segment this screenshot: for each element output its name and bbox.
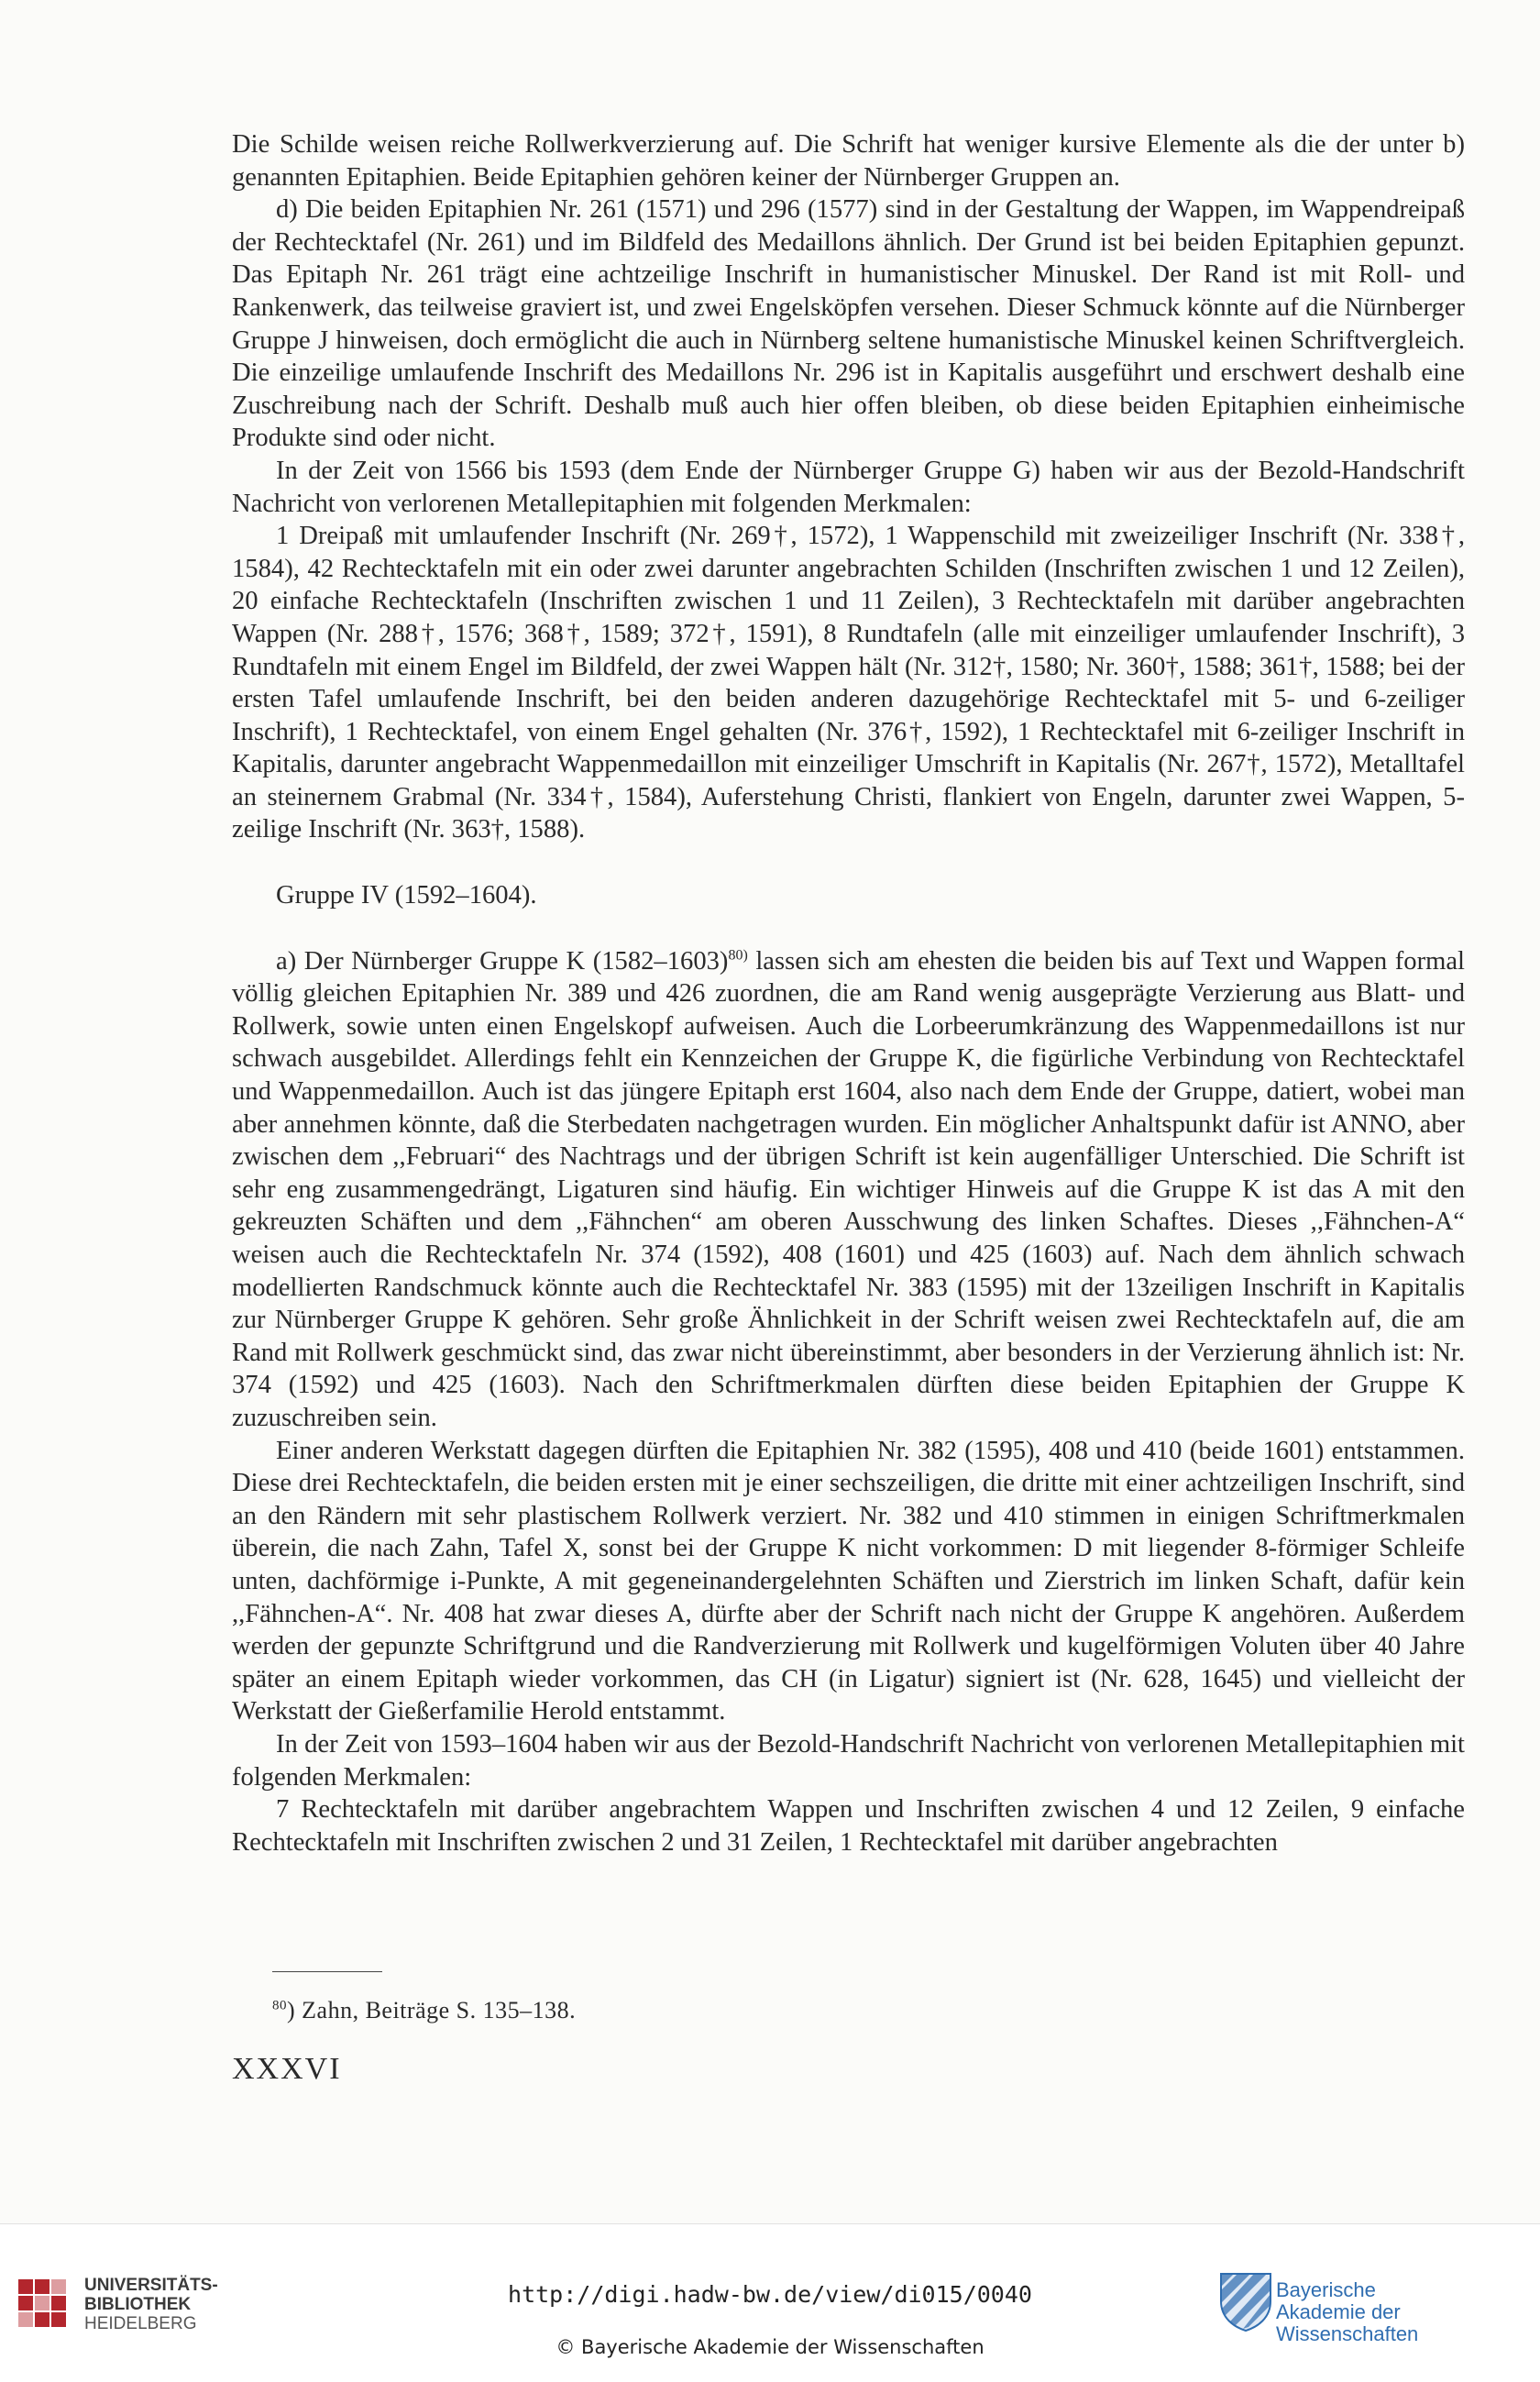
paragraph-5-start: a) Der Nürnberger Gruppe K (1582–1603): [276, 946, 729, 976]
section-heading: Gruppe IV (1592–1604).: [276, 881, 537, 910]
paragraph-5-rest: lassen sich am ehesten die beiden bis auf Text und Wappen formal völlig gleichen Epitaphien Nr. 389 und 426 zuordnen, die am Rand wenig ausgeprägte Verzierung aus Blatt- und Rollwerk, sowie unten einen Engelskopf aufweisen. Auch die Lorbeerumkränzung des Wappenmedaillons ist nur schwach ausgebildet. Allerdings fehlt ein Kennzeichen der Gruppe K, die figürliche Verbindung von Rechtecktafel und Wappenmedaillon. Auch ist das jüngere Epitaph erst 1604, also nach dem Ende der Gruppe, datiert, wobei man aber annehmen könnte, daß die Sterbedaten nachgetragen wurden. Ein möglicher Anhaltspunkt dafür ist ANNO, aber zwischen dem ,,Februari“ des Nachtrags und der übrigen Schrift ist kein augenfälliger Unterschied. Die Schrift ist sehr eng zusammengedrängt, Ligaturen sind häufig. Ein wichtiger Hinweis auf die Gruppe K ist das A mit den gekreuzten Schäften und dem ,,Fähnchen“ am oberen Ausschwung des linken Schaftes. Dieses ,,Fähnchen-A“ weisen auch die Rechtecktafeln Nr. 374 (1592), 408 (1601) und 425 (1603) auf. Nach dem ähnlich schwach modellierten Randschmuck könnte auch die Rechtecktafel Nr. 383 (1595) mit der 13zeiligen Inschrift in Kapitalis zur Nürnberger Gruppe K gehören. Sehr große Ähnlichkeit in der Schrift weisen zwei Rechtecktafeln auf, die am Rand mit Rollwerk geschmückt sind, das zwar nicht übereinstimmt, aber besonders in der Verzierung ähnlich ist: Nr. 374 (1592) und 425 (1603). Nach den Schriftmerkmalen dürften diese beiden Epitaphien der Gruppe K zuzuschreiben sein.: [232, 946, 1465, 1432]
permalink-url[interactable]: http://digi.hadw-bw.de/view/di015/0040: [508, 2281, 1032, 2308]
paragraph-6: Einer anderen Werkstatt dagegen dürften die Epitaphien Nr. 382 (1595), 408 und 410 (beide 1601) entstammen. Diese drei Rechtecktafeln, die beiden ersten mit je einer sechszeiligen, die dritte mit einer achtzeiligen Inschrift, sind an den Rändern mit sehr plastischem Rollwerk verziert. Nr. 382 und 410 stimmen in einigen Schriftmerkmalen überein, die nach Zahn, Tafel X, sonst bei der Gruppe K nicht vorkommen: D mit liegender 8-förmiger Schleife unten, dachförmige i-Punkte, A mit gegeneinandergelehnten Schäften und Zierstrich im linken Schaft, dafür kein ,,Fähnchen-A“. Nr. 408 hat zwar dieses A, dürfte aber der Schrift nach nicht der Gruppe K angehören. Außerdem werden der gepunzte Schriftgrund und die Randverzierung mit Rollwerk und kugelförmigen Voluten über 40 Jahre später an einem Epitaph wieder vorkommen, das CH (in Ligatur) signiert ist (Nr. 628, 1645) und vielleicht der Werkstatt der Gießerfamilie Herold entstammt.: [232, 1436, 1465, 1726]
page-number: XXXVI: [232, 2052, 342, 2086]
academy-name[interactable]: [1276, 2279, 1540, 2345]
footnote-reference[interactable]: 80): [728, 947, 748, 964]
paragraph-2: d) Die beiden Epitaphien Nr. 261 (1571) und 296 (1577) sind in der Gestaltung der Wappen, im Wappendreipaß der Rechtecktafel (Nr. 261) und im Bildfeld des Medaillons ähnlich. Der Grund ist bei beiden Epitaphien gepunzt. Das Epitaph Nr. 261 trägt eine achtzeilige Inschrift in humanistischer Minuskel. Der Rand ist mit Roll- und Rankenwerk, das teilweise graviert ist, und zwei Engelsköpfen versehen. Dieser Schmuck könnte auf die Nürnberger Gruppe J hinweisen, doch ermöglicht die auch in Nürnberg seltene humanistische Minuskel keinen Schriftvergleich. Die einzeilige umlaufende Inschrift des Medaillons Nr. 296 ist in Kapitalis ausgeführt und erschwert deshalb eine Zuschreibung nach der Schrift. Deshalb muß auch hier offen bleiben, ob diese beiden Epitaphien einheimische Produkte sind oder nicht.: [232, 195, 1465, 453]
paragraph-7: In der Zeit von 1593–1604 haben wir aus der Bezold-Handschrift Nachricht von verlorenen Metallepitaphien mit folgenden Merkmalen:: [232, 1729, 1465, 1792]
viewer-footer: [0, 2223, 1540, 2382]
footnote-divider: [272, 1971, 382, 1972]
copyright-notice: © Bayerische Akademie der Wissenschaften: [556, 2336, 984, 2358]
ub-line-3: HEIDELBERG: [84, 2314, 197, 2333]
paragraph-4: 1 Dreipaß mit umlaufender Inschrift (Nr. 269†, 1572), 1 Wappenschild mit zweizeiliger Inschrift (Nr. 338†, 1584), 42 Rechtecktafeln mit ein oder zwei darunter angebrachten Schilden (Inschriften zwischen 1 und 12 Zeilen), 20 einfache Rechtecktafeln (Inschriften zwischen 1 und 11 Zeilen), 3 Rechtecktafeln mit darüber angebrachten Wappen (Nr. 288†, 1576; 368†, 1589; 372†, 1591), 8 Rundtafeln (alle mit einzeiliger umlaufender Inschrift), 3 Rundtafeln mit einem Engel im Bildfeld, der zwei Wappen hält (Nr. 312†, 1580; Nr. 360†, 1588; 361†, 1588; bei der ersten Tafel umlaufende Inschrift, bei den beiden anderen dazugehörige Rechtecktafel mit 5- und 6-zeiliger Inschrift), 1 Rechtecktafel, von einem Engel gehalten (Nr. 376†, 1592), 1 Rechtecktafel mit 6-zeiliger Inschrift in Kapitalis, darunter angebracht Wappenmedaillon mit einzeiliger Umschrift in Kapitalis (Nr. 267†, 1572), Metalltafel an steinernem Grabmal (Nr. 334†, 1584), Auferstehung Christi, flankiert von Engeln, darunter zwei Wappen, 5-zeilige Inschrift (Nr. 363†, 1588).: [232, 522, 1465, 844]
footnote-text: ) Zahn, Beiträge S. 135–138.: [287, 1997, 577, 2024]
ub-line-2: BIBLIOTHEK: [84, 2295, 192, 2314]
paragraph-5: [232, 945, 1465, 1435]
paragraph-1: Die Schilde weisen reiche Rollwerkverzierung auf. Die Schrift hat weniger kursive Elemente als die der unter b) genannten Epitaphien. Beide Epitaphien gehören keiner der Nürnberger Gruppen an.: [232, 130, 1465, 192]
academy-crest-icon[interactable]: [1217, 2268, 1274, 2332]
paragraph-8: 7 Rechtecktafeln mit darüber angebrachtem Wappen und Inschriften zwischen 4 und 12 Zeilen, 9 einfache Rechtecktafeln mit Inschriften zwischen 2 und 31 Zeilen, 1 Rechtecktafel mit darüber angebrachten: [232, 1795, 1465, 1857]
baw-line-1: Bayerische: [1276, 2278, 1376, 2301]
footnote: [272, 1997, 576, 2024]
baw-line-2: Akademie der Wissenschaften: [1276, 2300, 1419, 2345]
paragraph-3: In der Zeit von 1566 bis 1593 (dem Ende der Nürnberger Gruppe G) haben wir aus der Bezold-Handschrift Nachricht von verlorenen Metallepitaphien mit folgenden Merkmalen:: [232, 456, 1465, 518]
footnote-marker: 80: [272, 1998, 287, 2013]
ub-line-1: UNIVERSITÄTS-: [84, 2276, 218, 2295]
body-text: [232, 128, 1465, 1858]
